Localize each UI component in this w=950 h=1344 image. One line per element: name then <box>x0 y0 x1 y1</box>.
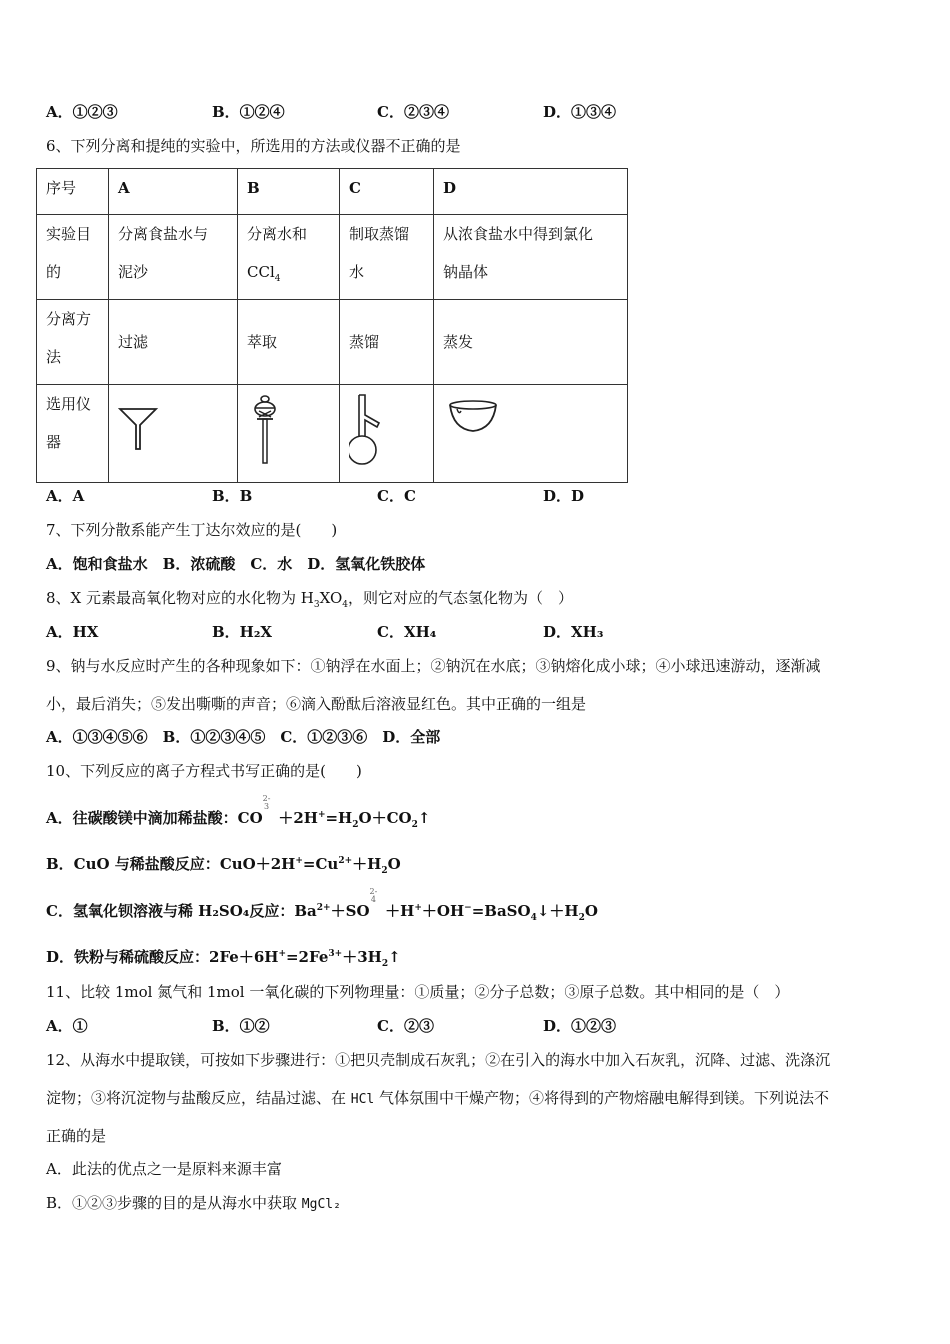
table-row-instrument <box>37 385 628 483</box>
method-d: 蒸发 <box>434 300 628 385</box>
instrument-label: 选用仪 器 <box>37 385 109 483</box>
q6-option-b[interactable]: B．B <box>212 487 253 505</box>
purpose-a: 分离食盐水与 泥沙 <box>109 215 238 300</box>
q10-option-c[interactable]: C．氢氧化钡溶液与稀 H₂SO₄反应：$Ba^{2+}+SO$ 2- 4 $+H^++OH^-=BaSO_4↓+H_2O$ <box>46 887 598 923</box>
q5-options <box>0 102 950 122</box>
separatory-funnel-icon <box>247 385 307 471</box>
q8-option-b[interactable]: B．H₂X <box>212 623 273 641</box>
q8-stem: 8、X 元素最高氧化物对应的水化物为 $H_3XO_4$，则它对应的气态氢化物为（ ） <box>46 589 574 610</box>
table-header-a: A <box>109 169 238 215</box>
method-label: 分离方 法 <box>37 300 109 385</box>
q9-stem-line2: 小，最后消失；⑤发出嘶嘶的声音；⑥滴入酚酞后溶液显红色。其中正确的一组是 <box>46 695 587 713</box>
q11-option-b[interactable]: B．①② <box>212 1017 270 1035</box>
purpose-b: 分离水和 CCl$_4$ <box>238 215 340 300</box>
q12-stem-line1: 12、从海水中提取镁，可按如下步骤进行：①把贝壳制成石灰乳；②在引入的海水中加入石灰乳，沉降、过滤、洗涤沉 <box>46 1051 831 1069</box>
q6-option-d[interactable]: D．D <box>543 487 585 505</box>
method-a: 过滤 <box>109 300 238 385</box>
q7-options[interactable]: A．饱和食盐水 B．浓硫酸 C．水 D．氢氧化铁胶体 <box>46 555 426 573</box>
purpose-c: 制取蒸馏 水 <box>340 215 434 300</box>
q12-stem-line2: 淀物；③将沉淀物与盐酸反应，结晶过滤、在 HCl 气体氛围中干燥产物；④将得到的产物熔融电解得到镁。下列说法不 <box>46 1089 830 1107</box>
q8-options <box>0 622 950 642</box>
q6-experiment-table <box>36 168 628 483</box>
q6-options <box>0 486 950 506</box>
purpose-d: 从浓食盐水中得到氯化 钠晶体 <box>434 215 628 300</box>
q5-option-a[interactable]: A．①②③ <box>46 103 118 121</box>
q11-stem: 11、比较 1mol 氮气和 1mol 一氧化碳的下列物理量：①质量；②分子总数；③原子总数。其中相同的是（ ） <box>46 983 790 1001</box>
purpose-label: 实验目 的 <box>37 215 109 300</box>
q10-option-b[interactable]: B．CuO 与稀盐酸反应：$CuO+2H^+=Cu^{2+}+H_2O$ <box>46 855 401 876</box>
q11-option-a[interactable]: A．① <box>46 1017 88 1035</box>
q11-option-d[interactable]: D．①②③ <box>543 1017 617 1035</box>
table-row-method <box>37 300 628 385</box>
distillation-flask-icon <box>349 385 409 471</box>
q10-option-d[interactable]: D．铁粉与稀硫酸反应：$2Fe+6H^+=2Fe^{3+}+3H_2↑$ <box>46 948 401 969</box>
table-header-b: B <box>238 169 340 215</box>
table-header-c: C <box>340 169 434 215</box>
q11-option-c[interactable]: C．②③ <box>377 1017 434 1035</box>
q12-option-b[interactable]: B．①②③步骤的目的是从海水中获取 MgCl₂ <box>46 1194 341 1212</box>
table-header-d: D <box>434 169 628 215</box>
q8-option-d[interactable]: D．XH₃ <box>543 623 604 641</box>
q6-stem: 6、下列分离和提纯的实验中，所选用的方法或仪器不正确的是 <box>46 137 461 155</box>
evaporating-dish-icon <box>443 385 513 445</box>
q10-stem: 10、下列反应的离子方程式书写正确的是( ) <box>46 762 362 780</box>
q5-option-b[interactable]: B．①②④ <box>212 103 285 121</box>
q8-option-c[interactable]: C．XH₄ <box>377 623 437 641</box>
q9-stem-line1: 9、钠与水反应时产生的各种现象如下：①钠浮在水面上；②钠沉在水底；③钠熔化成小球；④小球迅速游动，逐渐减 <box>46 657 821 675</box>
q6-option-c[interactable]: C．C <box>377 487 416 505</box>
q5-option-d[interactable]: D．①③④ <box>543 103 617 121</box>
funnel-icon <box>118 385 178 465</box>
q7-stem: 7、下列分散系能产生丁达尔效应的是( ) <box>46 521 338 539</box>
q8-option-a[interactable]: A．HX <box>46 623 99 641</box>
q10-option-a[interactable]: A．往碳酸镁中滴加稀盐酸：CO 2- 3 $+2H^+=H_2O+CO_2↑$ <box>46 794 431 830</box>
q5-option-c[interactable]: C．②③④ <box>377 103 449 121</box>
table-header-index: 序号 <box>37 169 109 215</box>
q11-options <box>0 1016 950 1036</box>
table-row-purpose <box>37 215 628 300</box>
method-b: 萃取 <box>238 300 340 385</box>
q6-option-a[interactable]: A．A <box>46 487 85 505</box>
q12-option-a[interactable]: A．此法的优点之一是原料来源丰富 <box>46 1160 282 1178</box>
q9-options[interactable]: A．①③④⑤⑥ B．①②③④⑤ C．①②③⑥ D．全部 <box>46 728 441 746</box>
q12-stem-line3: 正确的是 <box>46 1127 107 1145</box>
method-c: 蒸馏 <box>340 300 434 385</box>
